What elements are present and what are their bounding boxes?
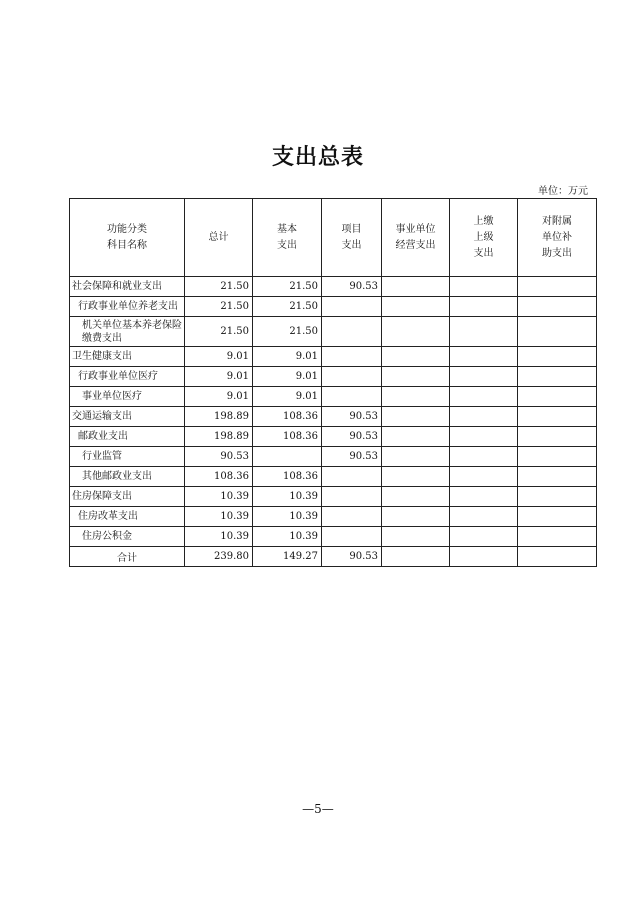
row-subsidy (518, 277, 597, 297)
row-basic: 9.01 (253, 387, 322, 407)
row-remit (450, 347, 518, 367)
row-subsidy (518, 487, 597, 507)
row-remit (450, 467, 518, 487)
row-project (322, 317, 382, 347)
table-row (70, 407, 597, 427)
row-name: 邮政业支出 (70, 427, 185, 447)
page-title: 支出总表 (271, 144, 364, 170)
row-project (322, 507, 382, 527)
total-row-basic: 149.27 (253, 547, 322, 567)
row-subsidy (518, 407, 597, 427)
row-operating (382, 317, 450, 347)
row-name: 行政事业单位医疗 (70, 367, 185, 387)
row-subsidy (518, 387, 597, 407)
row-total: 198.89 (185, 427, 253, 447)
row-basic: 21.50 (253, 277, 322, 297)
unit-label: 单位：万元 (538, 186, 588, 197)
row-remit (450, 487, 518, 507)
row-project (322, 487, 382, 507)
row-operating (382, 387, 450, 407)
row-operating (382, 367, 450, 387)
row-name: 其他邮政业支出 (70, 467, 185, 487)
row-operating (382, 487, 450, 507)
row-name: 机关单位基本养老保险缴费支出 (70, 317, 185, 347)
row-operating (382, 347, 450, 367)
table-row (70, 277, 597, 297)
row-basic: 21.50 (253, 317, 322, 347)
row-total: 10.39 (185, 487, 253, 507)
table-row (70, 427, 597, 447)
table-row (70, 317, 597, 347)
row-project (322, 467, 382, 487)
row-name: 行业监管 (70, 447, 185, 467)
row-total: 9.01 (185, 387, 253, 407)
table-row (70, 447, 597, 467)
table-row (70, 297, 597, 317)
table-row (70, 487, 597, 507)
row-basic: 108.36 (253, 427, 322, 447)
row-total: 198.89 (185, 407, 253, 427)
header-subsidy: 对附属 单位补 助支出 (518, 199, 597, 277)
total-row-remit (450, 547, 518, 567)
row-remit (450, 297, 518, 317)
table-row (70, 507, 597, 527)
row-basic: 9.01 (253, 367, 322, 387)
table-header-row (70, 199, 597, 277)
row-total: 9.01 (185, 367, 253, 387)
row-operating (382, 447, 450, 467)
row-operating (382, 427, 450, 447)
row-project: 90.53 (322, 447, 382, 467)
table-row (70, 527, 597, 547)
row-operating (382, 277, 450, 297)
row-project (322, 367, 382, 387)
row-operating (382, 527, 450, 547)
row-subsidy (518, 367, 597, 387)
row-total: 108.36 (185, 467, 253, 487)
row-total: 9.01 (185, 347, 253, 367)
table-row (70, 387, 597, 407)
table-row (70, 347, 597, 367)
row-basic: 10.39 (253, 487, 322, 507)
row-project (322, 387, 382, 407)
row-name: 卫生健康支出 (70, 347, 185, 367)
table-row (70, 467, 597, 487)
row-total: 21.50 (185, 317, 253, 347)
row-subsidy (518, 347, 597, 367)
row-subsidy (518, 507, 597, 527)
header-remit: 上缴 上级 支出 (450, 199, 518, 277)
row-basic: 21.50 (253, 297, 322, 317)
row-remit (450, 277, 518, 297)
row-subsidy (518, 297, 597, 317)
row-project (322, 297, 382, 317)
total-row-operating (382, 547, 450, 567)
header-category: 功能分类 科目名称 (70, 199, 185, 277)
row-total: 90.53 (185, 447, 253, 467)
row-name: 交通运输支出 (70, 407, 185, 427)
row-total: 10.39 (185, 527, 253, 547)
row-project: 90.53 (322, 427, 382, 447)
row-operating (382, 467, 450, 487)
row-name: 住房公积金 (70, 527, 185, 547)
row-operating (382, 507, 450, 527)
row-project (322, 527, 382, 547)
row-subsidy (518, 317, 597, 347)
row-remit (450, 447, 518, 467)
page-number: —5— (302, 802, 334, 816)
row-remit (450, 507, 518, 527)
row-operating (382, 297, 450, 317)
row-subsidy (518, 427, 597, 447)
total-row-total: 239.80 (185, 547, 253, 567)
row-total: 21.50 (185, 297, 253, 317)
row-remit (450, 317, 518, 347)
row-name: 社会保障和就业支出 (70, 277, 185, 297)
row-subsidy (518, 447, 597, 467)
row-subsidy (518, 527, 597, 547)
header-basic: 基本 支出 (253, 199, 322, 277)
row-basic: 9.01 (253, 347, 322, 367)
row-basic: 108.36 (253, 407, 322, 427)
total-row-project: 90.53 (322, 547, 382, 567)
header-project: 项目 支出 (322, 199, 382, 277)
row-subsidy (518, 467, 597, 487)
row-name: 事业单位医疗 (70, 387, 185, 407)
row-project: 90.53 (322, 277, 382, 297)
row-remit (450, 427, 518, 447)
row-project: 90.53 (322, 407, 382, 427)
row-total: 10.39 (185, 507, 253, 527)
row-remit (450, 527, 518, 547)
table-row (70, 367, 597, 387)
row-remit (450, 367, 518, 387)
total-row-subsidy (518, 547, 597, 567)
row-name: 住房保障支出 (70, 487, 185, 507)
row-basic: 10.39 (253, 527, 322, 547)
row-project (322, 347, 382, 367)
row-remit (450, 387, 518, 407)
row-operating (382, 407, 450, 427)
row-name: 行政事业单位养老支出 (70, 297, 185, 317)
header-operating: 事业单位 经营支出 (382, 199, 450, 277)
header-total: 总计 (185, 199, 253, 277)
total-row (70, 547, 597, 567)
row-basic (253, 447, 322, 467)
row-remit (450, 407, 518, 427)
row-total: 21.50 (185, 277, 253, 297)
total-row-label: 合计 (70, 547, 185, 567)
row-name: 住房改革支出 (70, 507, 185, 527)
row-basic: 108.36 (253, 467, 322, 487)
expenditure-table (69, 198, 597, 567)
row-basic: 10.39 (253, 507, 322, 527)
